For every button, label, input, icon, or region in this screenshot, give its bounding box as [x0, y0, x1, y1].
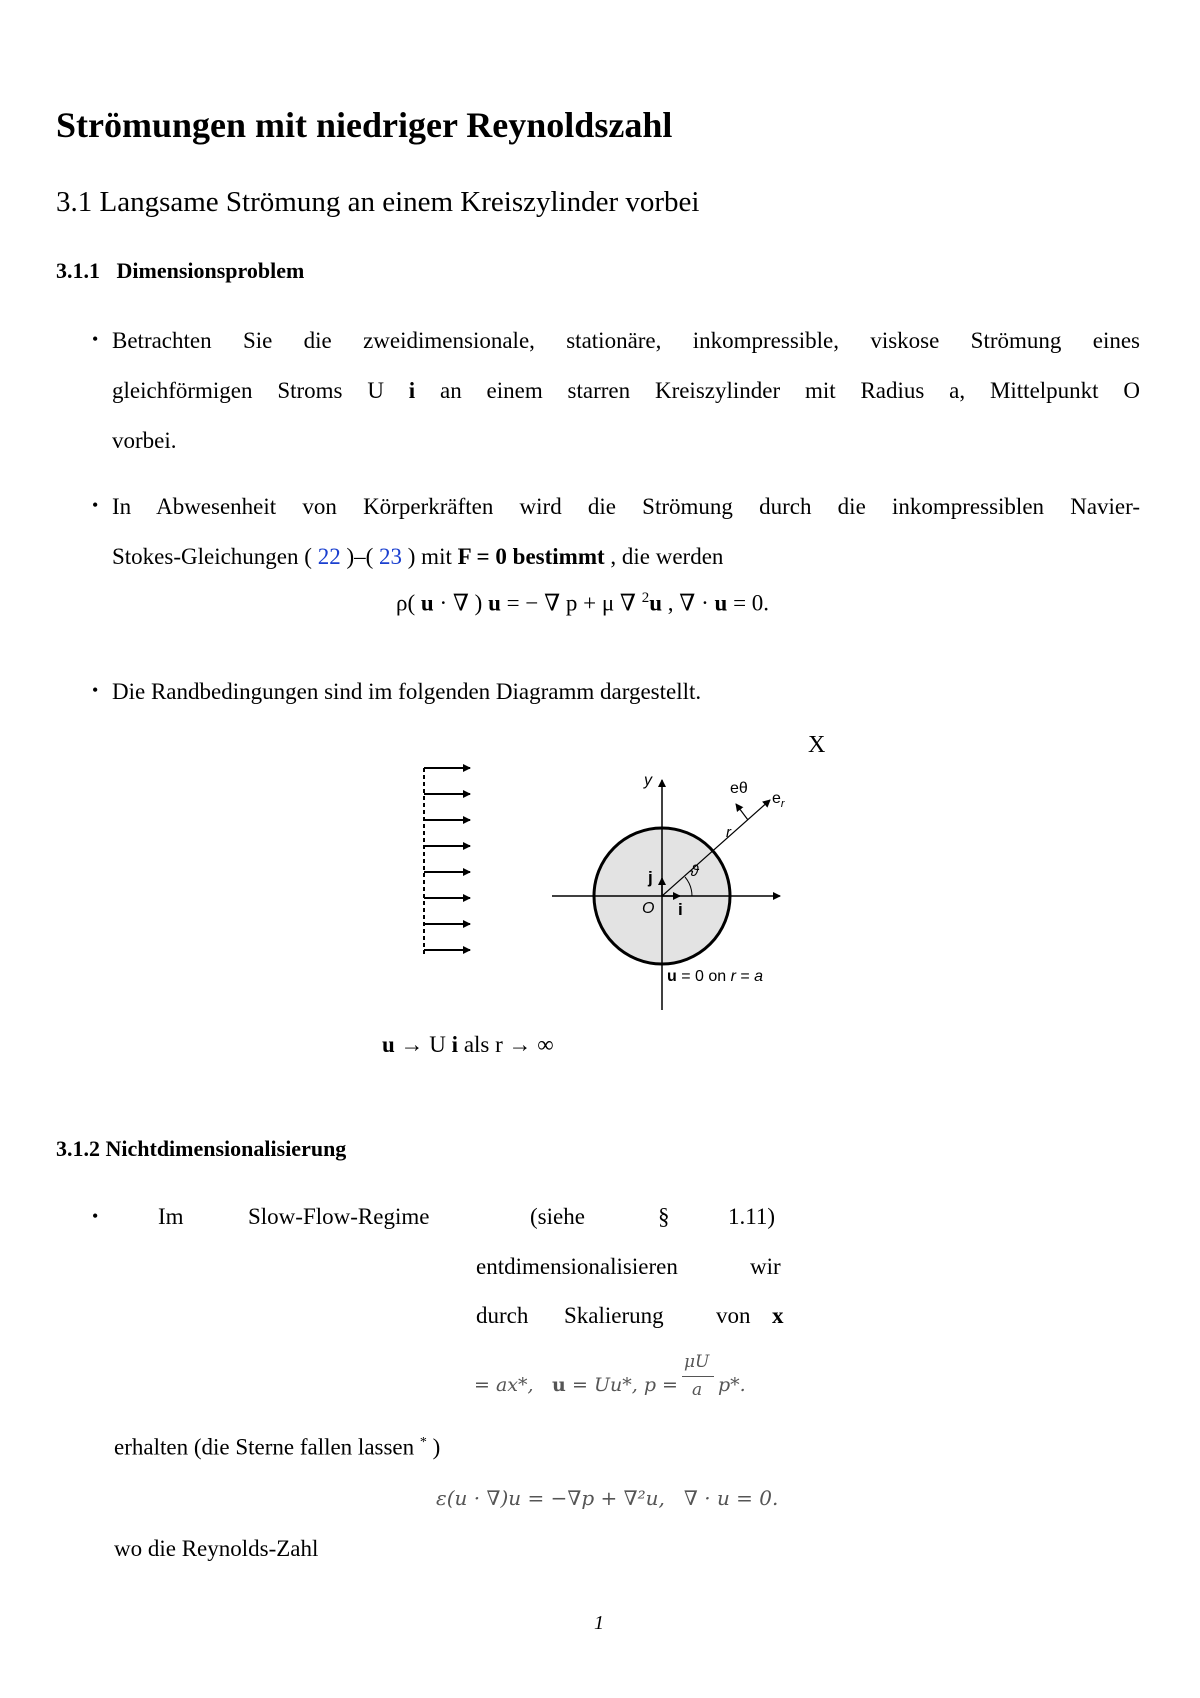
para2-text-c: ) mit	[402, 544, 458, 569]
bullet-2: •	[92, 495, 99, 515]
equation-ref-22[interactable]: 22	[317, 544, 341, 569]
vector-i: i	[408, 378, 416, 403]
para4-word-ref: 1.11)	[728, 1204, 776, 1229]
equation-ref-23[interactable]: 23	[379, 544, 403, 569]
section-heading-3-1-1: 3.1.1 Dimensionsproblem	[56, 258, 305, 283]
paragraph-flow-description	[112, 316, 1140, 466]
diagram-corner-label: X	[808, 732, 826, 758]
scale-part-c: p*.	[718, 1374, 746, 1396]
para2-text-a: Stokes-Gleichungen (	[112, 544, 318, 569]
j-label: j	[648, 868, 653, 887]
para4-word-entdim: entdimensionalisieren	[476, 1254, 678, 1279]
page-number: 1	[594, 1612, 604, 1634]
eq1-u3: u	[649, 590, 663, 616]
bullet-4: •	[92, 1206, 99, 1226]
para4-word-im: Im	[158, 1204, 184, 1229]
para1-line1: Betrachten Sie die zweidimensionale, stationäre, inkompressible, viskose Strömung eines	[112, 328, 1140, 353]
boundary-condition-diagram	[410, 732, 850, 1020]
eq1-u1: u	[420, 590, 434, 616]
no-slip-condition	[667, 968, 763, 986]
scaling-relations	[474, 1352, 746, 1412]
para4-word-skalierung: Skalierung	[564, 1303, 664, 1328]
nondimensional-equation: ε(u · ∇)u = −∇p + ∇²u, ∇ · u = 0.	[436, 1486, 779, 1510]
para4-word-durch: durch	[476, 1303, 529, 1328]
bc-r: r	[730, 968, 736, 985]
para5-text: erhalten (die Sterne fallen lassen	[114, 1434, 415, 1460]
y-axis-label: y	[644, 772, 652, 789]
eq1-part-a: ρ(	[396, 590, 421, 616]
paragraph-navier-stokes	[112, 482, 1140, 582]
bc-rest: = 0 on	[676, 968, 731, 985]
para5-end: )	[432, 1434, 441, 1460]
eq1-part-b: · ∇ )	[433, 590, 489, 616]
paragraph-reynolds: wo die Reynolds-Zahl	[114, 1536, 319, 1561]
eq1-u4: u	[714, 590, 728, 616]
i-label: i	[678, 900, 683, 919]
ff-u: u	[382, 1032, 395, 1057]
bc-eq: =	[735, 968, 755, 985]
scale-frac-den: a	[692, 1380, 703, 1400]
page-title: Strömungen mit niedriger Reynoldszahl	[56, 105, 673, 145]
para1-line2-pre: gleichförmigen Stroms U	[112, 378, 409, 403]
far-field-condition	[382, 1032, 554, 1058]
eq1-sup: 2	[641, 590, 650, 606]
para1-line2-post: an einem starren Kreiszylinder mit Radius a, Mittelpunkt O	[415, 378, 1140, 403]
bullet-1: •	[92, 329, 99, 349]
e-r-base: e	[772, 790, 781, 807]
theta-label: ϑ	[690, 863, 699, 880]
para4-word-regime: Slow-Flow-Regime	[248, 1204, 430, 1229]
paragraph-drop-stars	[114, 1418, 440, 1473]
cylinder-flow-svg	[410, 740, 850, 1020]
para4-word-wir: wir	[750, 1254, 781, 1279]
scale-frac-num: μU	[684, 1352, 710, 1372]
e-r-sub: r	[780, 798, 785, 811]
ff-i: i	[451, 1032, 459, 1057]
r-label: r	[726, 824, 731, 841]
bullet-3: •	[92, 680, 99, 700]
eq1-part-d: , ∇ ·	[662, 590, 715, 616]
ff-rest: als r → ∞	[458, 1032, 554, 1057]
para2-text-d: , die werden	[604, 544, 724, 569]
section-heading-3-1: 3.1 Langsame Strömung an einem Kreiszylinder vorbei	[56, 186, 700, 218]
para4-word-von: von	[716, 1303, 751, 1328]
para2-line2	[112, 532, 1140, 582]
origin-label: O	[642, 900, 655, 917]
scale-frac-bar	[682, 1376, 714, 1377]
para2-line1: In Abwesenheit von Körperkräften wird die Strömung durch die inkompressiblen Navier-	[112, 494, 1140, 519]
para1-line3: vorbei.	[112, 428, 177, 453]
paragraph-boundary-conditions: Die Randbedingungen sind im folgenden Diagramm dargestellt.	[112, 679, 702, 704]
e-r-label	[772, 790, 785, 810]
bc-u: u	[667, 968, 677, 985]
eq1-u2: u	[488, 590, 501, 616]
para4-word-x: x	[772, 1303, 784, 1328]
eq1-part-c: = − ∇ p + μ ∇	[500, 590, 642, 616]
para1-line2	[112, 366, 1140, 416]
scale-u: u	[552, 1374, 566, 1396]
para5-star: *	[419, 1435, 427, 1450]
eq1-part-e: = 0.	[727, 590, 770, 616]
navier-stokes-equation	[396, 590, 769, 617]
scale-part-a: = ax*,	[474, 1374, 540, 1396]
ff-mid: → U	[394, 1032, 452, 1057]
para2-bold: F = 0 bestimmt	[457, 544, 605, 569]
e-theta-label: eθ	[730, 780, 748, 797]
scale-part-b: = Uu*, p =	[566, 1374, 684, 1396]
uniform-flow-arrows	[424, 768, 470, 954]
para4-word-section: §	[658, 1204, 670, 1229]
para2-text-b: )–(	[340, 544, 380, 569]
para4-word-siehe: (siehe	[530, 1204, 585, 1229]
section-heading-3-1-2: 3.1.2 Nichtdimensionalisierung	[56, 1136, 347, 1161]
bc-a: a	[754, 968, 764, 985]
